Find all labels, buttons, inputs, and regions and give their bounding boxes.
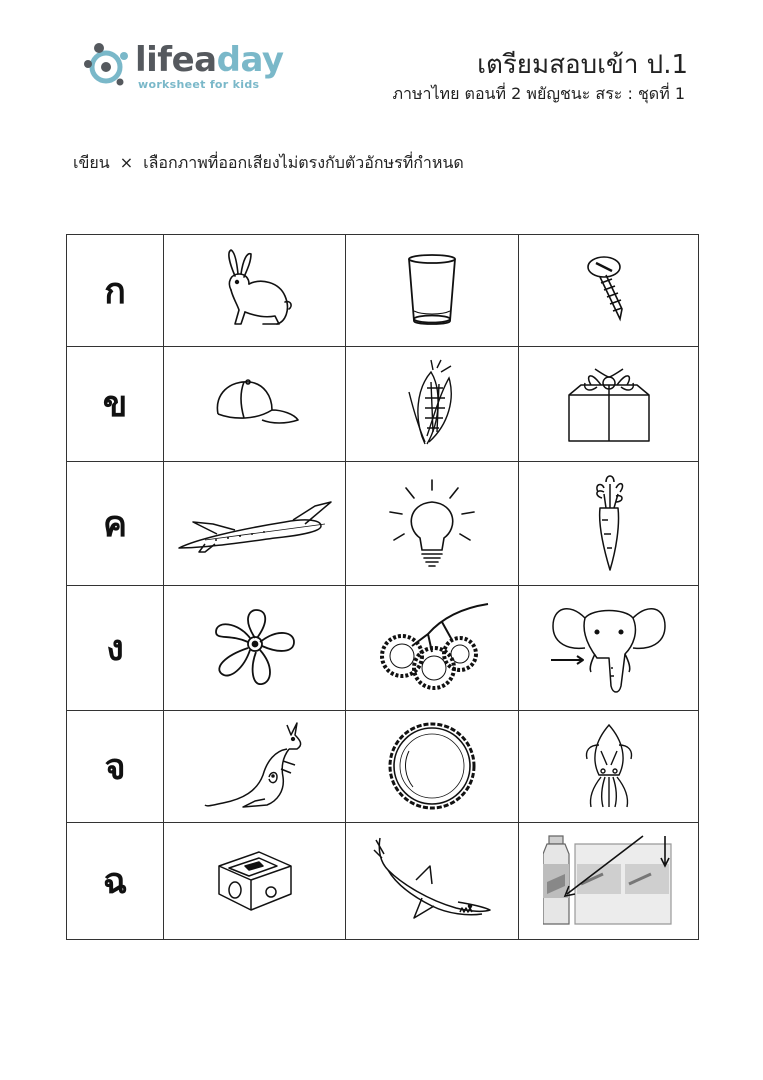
glass-icon — [402, 253, 462, 329]
row-letter: ค — [67, 461, 164, 585]
picture-cell[interactable] — [519, 710, 699, 822]
logo-word-b: day — [216, 40, 284, 80]
row-letter: ฉ — [67, 822, 164, 939]
row-letter: ก — [67, 235, 164, 347]
row-letter: ข — [67, 347, 164, 462]
gift-box-icon — [561, 363, 657, 445]
table-row — [67, 347, 699, 462]
picture-cell[interactable] — [164, 586, 346, 710]
squid-icon — [579, 721, 639, 811]
table-row — [67, 461, 699, 585]
light-bulb-icon — [382, 476, 482, 572]
cap-icon — [210, 374, 300, 434]
instruction — [73, 151, 464, 176]
table-row — [67, 710, 699, 822]
picture-cell[interactable] — [519, 822, 699, 939]
row-letter: ง — [67, 586, 164, 710]
elephant-icon — [549, 598, 669, 698]
picture-cell[interactable] — [519, 347, 699, 462]
instruction-verb: เขียน — [73, 153, 110, 172]
shark-icon — [372, 836, 492, 926]
airplane-icon — [175, 494, 335, 554]
picture-cell[interactable] — [346, 347, 519, 462]
picture-cell[interactable] — [164, 710, 346, 822]
page-title: เตรียมสอบเข้า ป.1 — [477, 50, 688, 80]
worksheet-grid — [66, 234, 699, 940]
row-letter: จ — [67, 710, 164, 822]
picture-cell[interactable] — [346, 586, 519, 710]
logo-wordmark — [135, 40, 284, 80]
page-subtitle: ภาษาไทย ตอนที่ 2 พยัญชนะ สระ : ชุดที่ 1 — [392, 84, 685, 103]
picture-cell[interactable] — [519, 586, 699, 710]
logo — [82, 38, 284, 98]
table-row — [67, 586, 699, 710]
milk-bottle-icon — [543, 834, 675, 928]
sharpener-icon — [215, 848, 295, 914]
rambutan-icon — [372, 600, 492, 696]
rabbit-icon — [205, 246, 305, 336]
picture-cell[interactable] — [519, 461, 699, 585]
picture-cell[interactable] — [519, 235, 699, 347]
table-row — [67, 235, 699, 347]
picture-cell[interactable] — [346, 822, 519, 939]
instruction-text: เลือกภาพที่ออกเสียงไม่ตรงกับตัวอักษรที่กำหนด — [143, 153, 464, 172]
carrot-icon — [584, 474, 634, 574]
flower-icon — [210, 608, 300, 688]
picture-cell[interactable] — [164, 822, 346, 939]
picture-cell[interactable] — [164, 461, 346, 585]
corn-icon — [397, 358, 467, 450]
picture-cell[interactable] — [164, 347, 346, 462]
picture-cell[interactable] — [164, 235, 346, 347]
logo-word-a: lifea — [135, 40, 217, 80]
kangaroo-icon — [203, 721, 307, 811]
logo-tagline: worksheet for kids — [138, 78, 260, 91]
picture-cell[interactable] — [346, 710, 519, 822]
logo-molecule-icon — [82, 40, 132, 90]
table-row — [67, 822, 699, 939]
screw-icon — [584, 253, 634, 329]
picture-cell[interactable] — [346, 235, 519, 347]
cross-mark: × — [119, 153, 134, 172]
picture-cell[interactable] — [346, 461, 519, 585]
plate-icon — [387, 721, 477, 811]
